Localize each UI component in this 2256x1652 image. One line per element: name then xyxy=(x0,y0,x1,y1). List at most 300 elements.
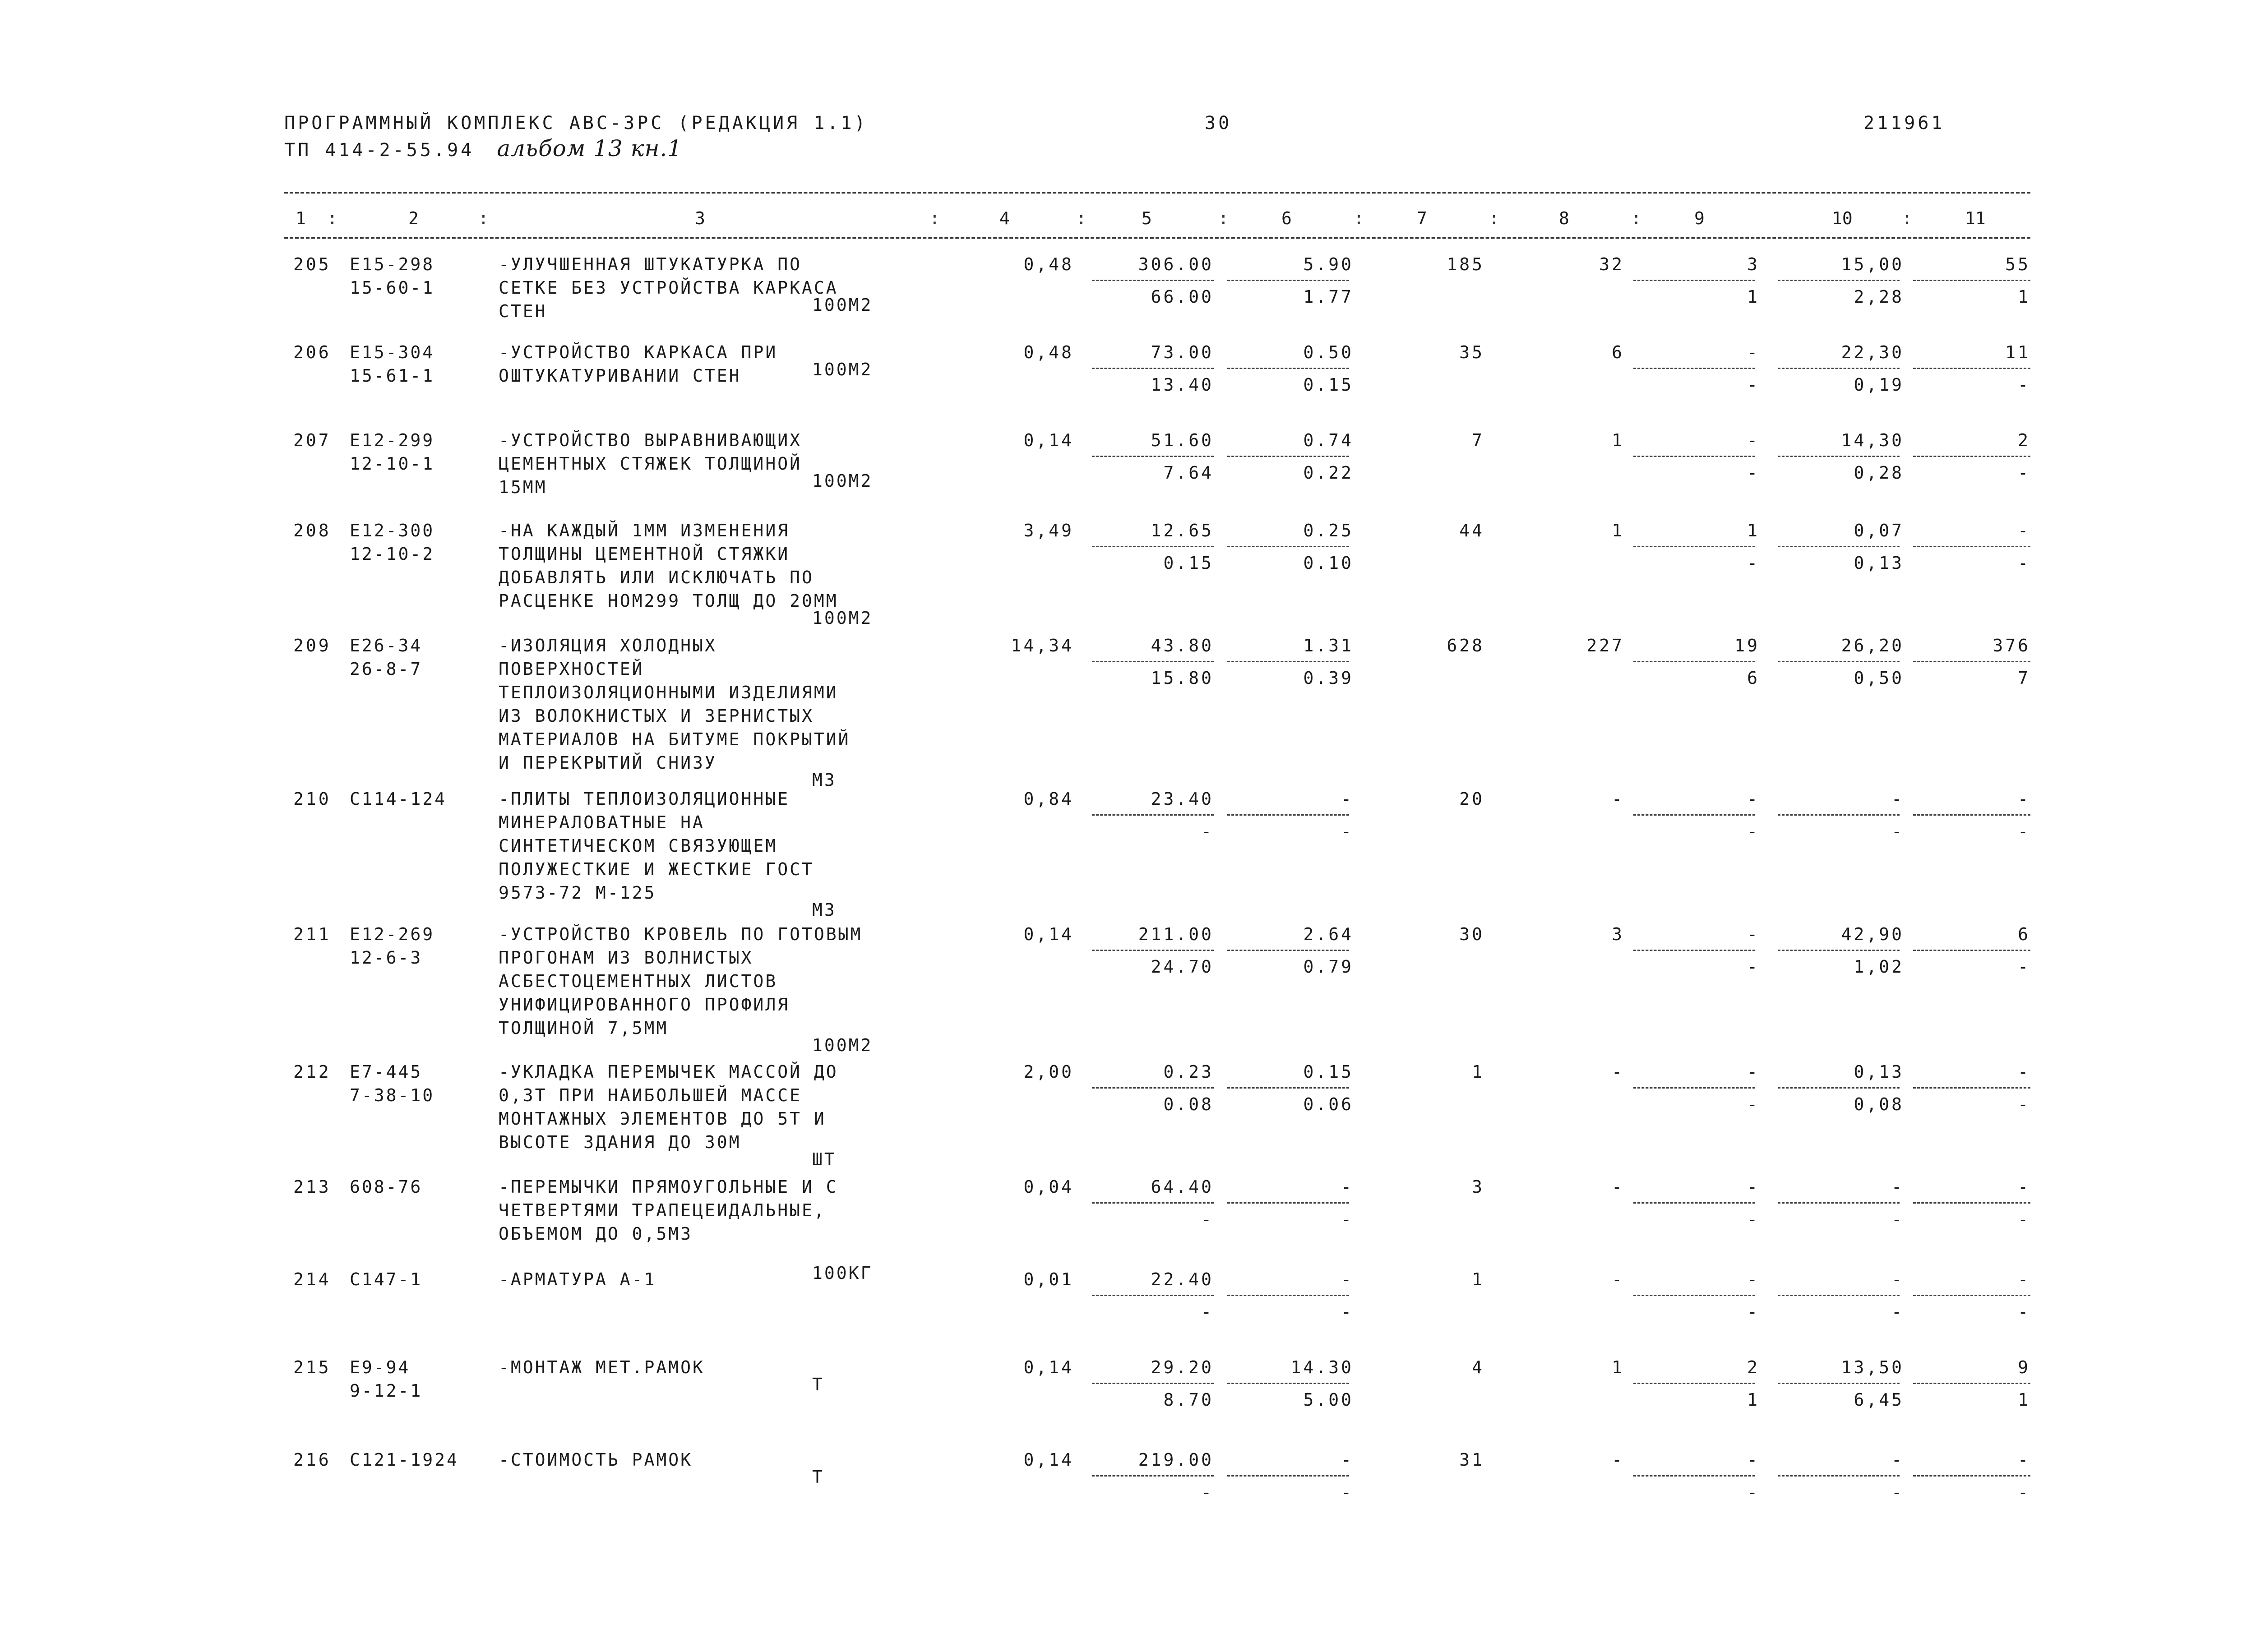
machine-total-wages: - xyxy=(1747,821,1760,841)
value-divider xyxy=(1633,546,1755,547)
labor-hours-machinists: 0,28 xyxy=(1854,463,1904,483)
labor-hours: - xyxy=(1891,789,1904,809)
labor-hours-machinists: 0,19 xyxy=(1854,375,1904,395)
col-header-2: 2 xyxy=(408,208,419,228)
unit-cost-total: 306.00 xyxy=(1138,254,1214,274)
value-divider xyxy=(1227,661,1349,662)
total-cost: 44 xyxy=(1459,521,1484,540)
machine-total-wages: - xyxy=(1747,553,1760,573)
description-line: ПРОГОНАМ ИЗ ВОЛНИСТЫХ xyxy=(499,948,754,968)
price-code: Е9-94 xyxy=(350,1357,411,1377)
machine-total-wages: - xyxy=(1747,1094,1760,1114)
machine-total: - xyxy=(1747,342,1760,362)
machine-cost: 14.30 xyxy=(1290,1357,1354,1377)
total-wages: 32 xyxy=(1599,254,1624,274)
col-header-5: 5 xyxy=(1142,208,1152,228)
total-cost: 30 xyxy=(1459,924,1484,944)
machine-cost: - xyxy=(1341,1177,1354,1197)
machine-total-wages: - xyxy=(1747,463,1760,483)
row-number: 216 xyxy=(293,1450,331,1470)
labor-hours: - xyxy=(1891,1450,1904,1470)
quantity-value: 0,04 xyxy=(1023,1177,1074,1197)
value-divider xyxy=(1633,368,1755,369)
value-divider xyxy=(1227,1383,1349,1384)
unit-cost-wages: 0.08 xyxy=(1163,1094,1214,1114)
machine-total-wages: 6 xyxy=(1747,668,1760,688)
unit-cost-wages: - xyxy=(1201,1209,1214,1229)
price-code: Е26-34 xyxy=(350,636,423,655)
unit-cost-total: 51.60 xyxy=(1151,430,1214,450)
machine-total: 19 xyxy=(1734,636,1760,655)
labor-total-machinists: - xyxy=(2018,1209,2030,1229)
labor-total: 11 xyxy=(2005,342,2030,362)
document-number: 211961 xyxy=(1863,113,1945,134)
labor-hours: 14,30 xyxy=(1841,430,1904,450)
col-header-4: 4 xyxy=(999,208,1010,228)
machine-total: - xyxy=(1747,924,1760,944)
col-header-7: 7 xyxy=(1417,208,1427,228)
work-description xyxy=(499,923,862,1040)
labor-hours-machinists: 2,28 xyxy=(1854,287,1904,307)
work-description xyxy=(499,1356,705,1379)
labor-total-machinists: 1 xyxy=(2018,287,2030,307)
norm-reference: 12-10-2 xyxy=(350,544,435,564)
price-code: Е15-304 xyxy=(350,342,435,362)
labor-hours: 15,00 xyxy=(1841,254,1904,274)
machine-total-wages: 1 xyxy=(1747,287,1760,307)
work-description xyxy=(499,253,838,323)
value-divider xyxy=(1778,546,1900,547)
description-line: -УСТРОЙСТВО КРОВЕЛЬ ПО ГОТОВЫМ xyxy=(499,924,863,944)
labor-hours-machinists: - xyxy=(1891,821,1904,841)
labor-hours: - xyxy=(1891,1269,1904,1289)
total-cost: 1 xyxy=(1472,1062,1484,1082)
value-divider xyxy=(1633,280,1755,281)
description-line: -АРМАТУРА А-1 xyxy=(499,1269,656,1289)
value-divider xyxy=(1633,814,1755,816)
value-divider xyxy=(1633,1295,1755,1296)
labor-hours: 42,90 xyxy=(1841,924,1904,944)
value-divider xyxy=(1092,661,1214,662)
labor-total-machinists: 7 xyxy=(2018,668,2030,688)
labor-hours-machinists: - xyxy=(1891,1209,1904,1229)
labor-total: - xyxy=(2018,789,2030,809)
row-number: 210 xyxy=(293,789,331,809)
labor-total-machinists: - xyxy=(2018,553,2030,573)
value-divider xyxy=(1092,368,1214,369)
description-line: -УСТРОЙСТВО ВЫРАВНИВАЮЩИХ xyxy=(499,430,802,450)
norm-reference: 15-61-1 xyxy=(350,366,435,386)
labor-hours-machinists: - xyxy=(1891,1302,1904,1322)
work-description xyxy=(499,1448,693,1472)
quantity-value: 14,34 xyxy=(1011,636,1074,655)
unit-cost-total: 219.00 xyxy=(1138,1450,1214,1470)
price-code: 608-76 xyxy=(350,1177,423,1197)
work-description xyxy=(499,787,814,904)
row-number: 212 xyxy=(293,1062,331,1082)
norm-reference: 9-12-1 xyxy=(350,1381,423,1401)
unit-of-measure: 100КГ xyxy=(812,1263,873,1283)
labor-total-machinists: - xyxy=(2018,821,2030,841)
total-cost: 4 xyxy=(1472,1357,1484,1377)
unit-cost-total: 23.40 xyxy=(1151,789,1214,809)
value-divider xyxy=(1913,280,2030,281)
price-code: С121-1924 xyxy=(350,1450,459,1470)
value-divider xyxy=(1778,1475,1900,1477)
value-divider xyxy=(1913,546,2030,547)
tp-number: ТП 414-2-55.94 xyxy=(284,140,475,161)
labor-total: - xyxy=(2018,521,2030,540)
unit-cost-wages: - xyxy=(1201,1302,1214,1322)
unit-of-measure: 100М2 xyxy=(812,608,873,628)
machine-wages: 0.22 xyxy=(1303,463,1354,483)
unit-of-measure: М3 xyxy=(812,900,837,920)
description-line: -МОНТАЖ МЕТ.РАМОК xyxy=(499,1357,705,1377)
machine-wages: 0.39 xyxy=(1303,668,1354,688)
labor-hours-machinists: 0,50 xyxy=(1854,668,1904,688)
description-line: 15ММ xyxy=(499,477,547,497)
row-number: 211 xyxy=(293,924,331,944)
total-wages: 6 xyxy=(1612,342,1624,362)
labor-total-machinists: - xyxy=(2018,1094,2030,1114)
value-divider xyxy=(1913,456,2030,457)
machine-total-wages: 1 xyxy=(1747,1390,1760,1410)
norm-reference: 26-8-7 xyxy=(350,659,423,679)
unit-cost-wages: - xyxy=(1201,1482,1214,1502)
unit-cost-total: 12.65 xyxy=(1151,521,1214,540)
total-cost: 31 xyxy=(1459,1450,1484,1470)
work-description xyxy=(499,429,802,499)
labor-hours: 13,50 xyxy=(1841,1357,1904,1377)
value-divider xyxy=(1092,814,1214,816)
description-line: 9573-72 М-125 xyxy=(499,883,656,903)
value-divider xyxy=(1227,1475,1349,1477)
value-divider xyxy=(1778,1087,1900,1089)
description-line: -УСТРОЙСТВО КАРКАСА ПРИ xyxy=(499,342,778,362)
description-line: ИЗ ВОЛОКНИСТЫХ И ЗЕРНИСТЫХ xyxy=(499,706,814,726)
total-cost: 20 xyxy=(1459,789,1484,809)
description-line: -ИЗОЛЯЦИЯ ХОЛОДНЫХ xyxy=(499,636,717,655)
header-rule-top xyxy=(284,192,2030,194)
value-divider xyxy=(1227,280,1349,281)
description-line: СТЕН xyxy=(499,301,547,321)
machine-total-wages: - xyxy=(1747,1209,1760,1229)
total-wages: - xyxy=(1612,789,1624,809)
total-wages: - xyxy=(1612,1450,1624,1470)
description-line: И ПЕРЕКРЫТИЙ СНИЗУ xyxy=(499,753,717,773)
total-wages: 1 xyxy=(1612,430,1624,450)
total-cost: 1 xyxy=(1472,1269,1484,1289)
machine-total-wages: - xyxy=(1747,1302,1760,1322)
row-number: 213 xyxy=(293,1177,331,1197)
col-header-1: 1 xyxy=(296,208,306,228)
unit-cost-wages: 0.15 xyxy=(1163,553,1214,573)
value-divider xyxy=(1913,661,2030,662)
machine-wages: - xyxy=(1341,821,1354,841)
machine-wages: 0.06 xyxy=(1303,1094,1354,1114)
col-header-11: 11 xyxy=(1965,208,1986,228)
labor-hours: 0,13 xyxy=(1854,1062,1904,1082)
value-divider xyxy=(1913,1383,2030,1384)
value-divider xyxy=(1227,1202,1349,1204)
handwritten-note: альбом 13 кн.1 xyxy=(497,135,683,162)
machine-wages: - xyxy=(1341,1302,1354,1322)
machine-total: - xyxy=(1747,1269,1760,1289)
value-divider xyxy=(1227,1295,1349,1296)
machine-cost: 1.31 xyxy=(1303,636,1354,655)
value-divider xyxy=(1092,1087,1214,1089)
total-wages: - xyxy=(1612,1062,1624,1082)
col-header-3: 3 xyxy=(695,208,705,228)
quantity-value: 3,49 xyxy=(1023,521,1074,540)
description-line: ПОЛУЖЕСТКИЕ И ЖЕСТКИЕ ГОСТ xyxy=(499,859,814,879)
description-line: ОШТУКАТУРИВАНИИ СТЕН xyxy=(499,366,741,386)
labor-hours-machinists: 0,08 xyxy=(1854,1094,1904,1114)
value-divider xyxy=(1227,456,1349,457)
labor-total: - xyxy=(2018,1177,2030,1197)
labor-total: 55 xyxy=(2005,254,2030,274)
value-divider xyxy=(1227,814,1349,816)
value-divider xyxy=(1913,814,2030,816)
price-code: С114-124 xyxy=(350,789,447,809)
description-line: ЧЕТВЕРТЯМИ ТРАПЕЦЕИДАЛЬНЫЕ, xyxy=(499,1200,826,1220)
col-header-6: 6 xyxy=(1281,208,1292,228)
unit-cost-total: 22.40 xyxy=(1151,1269,1214,1289)
description-line: 0,3Т ПРИ НАИБОЛЬШЕЙ МАССЕ xyxy=(499,1085,802,1105)
col-header-10: 10 xyxy=(1832,208,1853,228)
labor-hours-machinists: 1,02 xyxy=(1854,957,1904,977)
description-line: АСБЕСТОЦЕМЕНТНЫХ ЛИСТОВ xyxy=(499,971,778,991)
norm-reference: 12-6-3 xyxy=(350,948,423,968)
unit-cost-total: 0.23 xyxy=(1163,1062,1214,1082)
value-divider xyxy=(1092,280,1214,281)
value-divider xyxy=(1778,661,1900,662)
work-description xyxy=(499,1175,838,1246)
value-divider xyxy=(1092,950,1214,951)
value-divider xyxy=(1778,1383,1900,1384)
value-divider xyxy=(1778,368,1900,369)
value-divider xyxy=(1092,1475,1214,1477)
value-divider xyxy=(1913,950,2030,951)
value-divider xyxy=(1092,1202,1214,1204)
unit-cost-total: 73.00 xyxy=(1151,342,1214,362)
total-wages: 3 xyxy=(1612,924,1624,944)
price-code: Е12-269 xyxy=(350,924,435,944)
row-number: 214 xyxy=(293,1269,331,1289)
value-divider xyxy=(1092,456,1214,457)
value-divider xyxy=(1778,1295,1900,1296)
program-title: ПРОГРАММНЫЙ КОМПЛЕКС АВС-3РС (РЕДАКЦИЯ 1.1) xyxy=(284,113,868,134)
value-divider xyxy=(1913,1295,2030,1296)
value-divider xyxy=(1913,1475,2030,1477)
value-divider xyxy=(1913,1202,2030,1204)
unit-of-measure: Т xyxy=(812,1467,824,1487)
row-number: 207 xyxy=(293,430,331,450)
labor-total: 2 xyxy=(2018,430,2030,450)
unit-cost-wages: 7.64 xyxy=(1163,463,1214,483)
description-line: УНИФИЦИРОВАННОГО ПРОФИЛЯ xyxy=(499,995,790,1015)
labor-total: 376 xyxy=(1992,636,2030,655)
total-cost: 35 xyxy=(1459,342,1484,362)
machine-cost: 2.64 xyxy=(1303,924,1354,944)
machine-cost: - xyxy=(1341,1269,1354,1289)
labor-hours-machinists: - xyxy=(1891,1482,1904,1502)
value-divider xyxy=(1778,1202,1900,1204)
row-number: 215 xyxy=(293,1357,331,1377)
machine-wages: 1.77 xyxy=(1303,287,1354,307)
machine-cost: 0.15 xyxy=(1303,1062,1354,1082)
quantity-value: 0,14 xyxy=(1023,924,1074,944)
unit-cost-total: 64.40 xyxy=(1151,1177,1214,1197)
unit-of-measure: ШТ xyxy=(812,1149,837,1169)
norm-reference: 15-60-1 xyxy=(350,278,435,298)
machine-wages: 0.79 xyxy=(1303,957,1354,977)
work-description xyxy=(499,1268,656,1291)
unit-cost-wages: 66.00 xyxy=(1151,287,1214,307)
quantity-value: 0,48 xyxy=(1023,342,1074,362)
description-line: ТОЛЩИНЫ ЦЕМЕНТНОЙ СТЯЖКИ xyxy=(499,544,790,564)
row-number: 206 xyxy=(293,342,331,362)
unit-of-measure: Т xyxy=(812,1375,824,1394)
machine-total: - xyxy=(1747,789,1760,809)
unit-of-measure: 100М2 xyxy=(812,471,873,491)
price-code: Е15-298 xyxy=(350,254,435,274)
quantity-value: 0,84 xyxy=(1023,789,1074,809)
total-cost: 185 xyxy=(1447,254,1484,274)
unit-cost-wages: 8.70 xyxy=(1163,1390,1214,1410)
quantity-value: 0,01 xyxy=(1023,1269,1074,1289)
machine-cost: 0.50 xyxy=(1303,342,1354,362)
machine-total: - xyxy=(1747,1177,1760,1197)
total-wages: 227 xyxy=(1586,636,1624,655)
labor-hours-machinists: 6,45 xyxy=(1854,1390,1904,1410)
description-line: -УЛУЧШЕННАЯ ШТУКАТУРКА ПО xyxy=(499,254,802,274)
value-divider xyxy=(1633,950,1755,951)
labor-total-machinists: 1 xyxy=(2018,1390,2030,1410)
description-line: МАТЕРИАЛОВ НА БИТУМЕ ПОКРЫТИЙ xyxy=(499,729,851,749)
quantity-value: 2,00 xyxy=(1023,1062,1074,1082)
value-divider xyxy=(1778,456,1900,457)
value-divider xyxy=(1227,950,1349,951)
description-line: -УКЛАДКА ПЕРЕМЫЧЕК МАССОЙ ДО xyxy=(499,1062,838,1082)
labor-total: - xyxy=(2018,1062,2030,1082)
description-line: ОБЪЕМОМ ДО 0,5М3 xyxy=(499,1224,693,1244)
value-divider xyxy=(1778,950,1900,951)
tp-line xyxy=(284,135,682,162)
machine-wages: 0.10 xyxy=(1303,553,1354,573)
work-description xyxy=(499,1060,838,1154)
total-wages: 1 xyxy=(1612,1357,1624,1377)
machine-total: - xyxy=(1747,1062,1760,1082)
machine-total-wages: - xyxy=(1747,1482,1760,1502)
description-line: ПОВЕРХНОСТЕЙ xyxy=(499,659,644,679)
description-line: -НА КАЖДЫЙ 1ММ ИЗМЕНЕНИЯ xyxy=(499,521,790,540)
machine-total: - xyxy=(1747,430,1760,450)
machine-total: 3 xyxy=(1747,254,1760,274)
description-line: -СТОИМОСТЬ РАМОК xyxy=(499,1450,693,1470)
unit-of-measure: 100М2 xyxy=(812,1035,873,1055)
price-code: Е7-445 xyxy=(350,1062,423,1082)
description-line: РАСЦЕНКЕ НОМ299 ТОЛЩ ДО 20ММ xyxy=(499,591,838,611)
work-description xyxy=(499,634,850,775)
unit-cost-total: 43.80 xyxy=(1151,636,1214,655)
total-cost: 3 xyxy=(1472,1177,1484,1197)
description-line: МОНТАЖНЫХ ЭЛЕМЕНТОВ ДО 5Т И xyxy=(499,1109,826,1129)
unit-cost-wages: 15.80 xyxy=(1151,668,1214,688)
machine-wages: - xyxy=(1341,1209,1354,1229)
machine-cost: - xyxy=(1341,789,1354,809)
labor-total-machinists: - xyxy=(2018,375,2030,395)
norm-reference: 12-10-1 xyxy=(350,454,435,474)
machine-cost: - xyxy=(1341,1450,1354,1470)
unit-of-measure: 100М2 xyxy=(812,360,873,379)
machine-total: 2 xyxy=(1747,1357,1760,1377)
col-header-9: 9 xyxy=(1694,208,1705,228)
value-divider xyxy=(1227,546,1349,547)
unit-cost-total: 211.00 xyxy=(1138,924,1214,944)
quantity-value: 0,14 xyxy=(1023,430,1074,450)
labor-hours: 22,30 xyxy=(1841,342,1904,362)
norm-reference: 7-38-10 xyxy=(350,1085,435,1105)
unit-cost-wages: - xyxy=(1201,821,1214,841)
quantity-value: 0,14 xyxy=(1023,1450,1074,1470)
page-number: 30 xyxy=(1205,113,1232,134)
machine-total-wages: - xyxy=(1747,375,1760,395)
total-wages: 1 xyxy=(1612,521,1624,540)
total-cost: 628 xyxy=(1447,636,1484,655)
machine-total: 1 xyxy=(1747,521,1760,540)
unit-of-measure: 100М2 xyxy=(812,295,873,315)
unit-of-measure: М3 xyxy=(812,770,837,790)
machine-wages: 0.15 xyxy=(1303,375,1354,395)
labor-hours: - xyxy=(1891,1177,1904,1197)
labor-total: 9 xyxy=(2018,1357,2030,1377)
description-line: ВЫСОТЕ ЗДАНИЯ ДО 30М xyxy=(499,1132,741,1152)
value-divider xyxy=(1633,661,1755,662)
quantity-value: 0,48 xyxy=(1023,254,1074,274)
quantity-value: 0,14 xyxy=(1023,1357,1074,1377)
price-code: Е12-299 xyxy=(350,430,435,450)
description-line: ЦЕМЕНТНЫХ СТЯЖЕК ТОЛЩИНОЙ xyxy=(499,454,802,474)
machine-cost: 0.25 xyxy=(1303,521,1354,540)
unit-cost-wages: 24.70 xyxy=(1151,957,1214,977)
description-line: СЕТКЕ БЕЗ УСТРОЙСТВА КАРКАСА xyxy=(499,278,838,298)
unit-cost-total: 29.20 xyxy=(1151,1357,1214,1377)
total-wages: - xyxy=(1612,1177,1624,1197)
unit-cost-wages: 13.40 xyxy=(1151,375,1214,395)
machine-cost: 5.90 xyxy=(1303,254,1354,274)
value-divider xyxy=(1633,1202,1755,1204)
total-wages: - xyxy=(1612,1269,1624,1289)
description-line: -ПЛИТЫ ТЕПЛОИЗОЛЯЦИОННЫЕ xyxy=(499,789,790,809)
labor-hours-machinists: 0,13 xyxy=(1854,553,1904,573)
machine-wages: - xyxy=(1341,1482,1354,1502)
value-divider xyxy=(1913,368,2030,369)
labor-total: - xyxy=(2018,1269,2030,1289)
work-description xyxy=(499,519,838,613)
description-line: СИНТЕТИЧЕСКОМ СВЯЗУЮЩЕМ xyxy=(499,836,778,856)
machine-cost: 0.74 xyxy=(1303,430,1354,450)
column-header-row: 1 : 2 : 3 : 4 : 5 : 6 : 7 : 8 : 9 10 : 11 xyxy=(296,208,1986,228)
row-number: 205 xyxy=(293,254,331,274)
col-header-8: 8 xyxy=(1559,208,1569,228)
labor-hours: 26,20 xyxy=(1841,636,1904,655)
value-divider xyxy=(1092,1295,1214,1296)
labor-hours: 0,07 xyxy=(1854,521,1904,540)
description-line: ТЕПЛОИЗОЛЯЦИОННЫМИ ИЗДЕЛИЯМИ xyxy=(499,683,838,702)
value-divider xyxy=(1092,546,1214,547)
description-line: ТОЛЩИНОЙ 7,5ММ xyxy=(499,1018,669,1038)
